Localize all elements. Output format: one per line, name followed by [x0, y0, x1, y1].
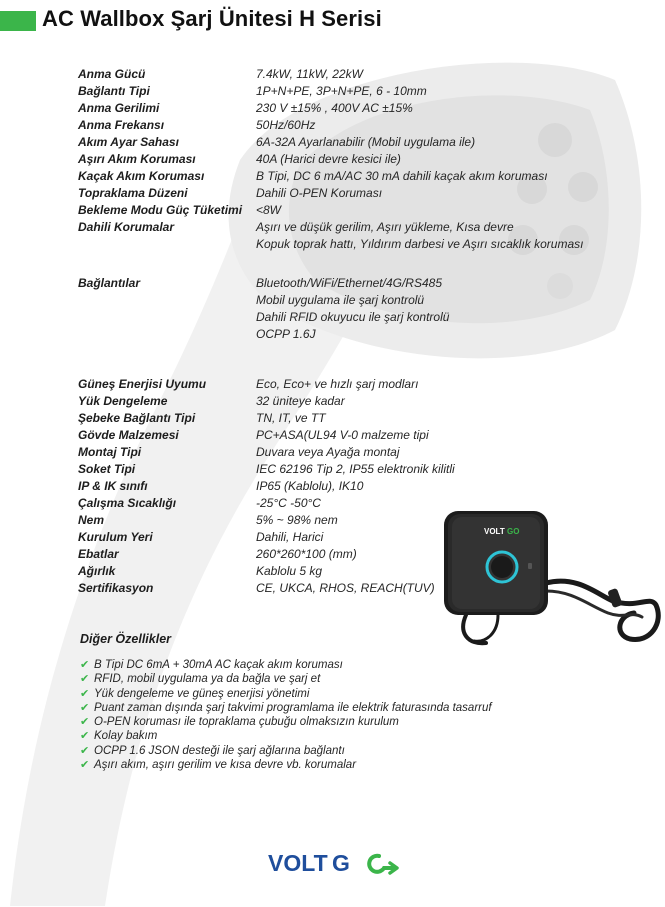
- feature-text: RFID, mobil uygulama ya da bağla ve şarj et: [94, 673, 321, 686]
- spec-value: B Tipi, DC 6 mA/AC 30 mA dahili kaçak akım koruması: [256, 169, 548, 183]
- spec-label: Soket Tipi: [78, 462, 136, 476]
- spec-value: IP65 (Kablolu), IK10: [256, 479, 364, 493]
- spec-value: Dahili, Harici: [256, 530, 324, 544]
- spec-label: Anma Gücü: [78, 67, 146, 81]
- spec-label: Kaçak Akım Koruması: [78, 169, 205, 183]
- spec-label: Aşırı Akım Koruması: [78, 152, 196, 166]
- spec-label: Çalışma Sıcaklığı: [78, 496, 177, 510]
- spec-value: 5% ~ 98% nem: [256, 513, 338, 527]
- feature-item: [80, 758, 492, 772]
- spec-value: 6A-32A Ayarlanabilir (Mobil uygulama ile): [256, 135, 476, 149]
- brand-logo-g: G: [332, 850, 350, 876]
- spec-value: <8W: [256, 203, 282, 217]
- spec-value: 1P+N+PE, 3P+N+PE, 6 - 10mm: [256, 84, 427, 98]
- spec-value: Kablolu 5 kg: [256, 564, 323, 578]
- spec-value: Dahili O-PEN Koruması: [256, 186, 383, 200]
- spec-value: TN, IT, ve TT: [256, 411, 326, 425]
- feature-text: Kolay bakım: [94, 730, 158, 743]
- spec-value: 40A (Harici devre kesici ile): [256, 152, 401, 166]
- feature-text: O-PEN koruması ile topraklama çubuğu olmaksızın kurulum: [94, 716, 399, 729]
- spec-label: IP & IK sınıfı: [78, 479, 148, 493]
- spec-value: 7.4kW, 11kW, 22kW: [256, 67, 363, 81]
- other-features-section: [80, 632, 492, 772]
- spec-value: 50Hz/60Hz: [256, 118, 316, 132]
- feature-text: Aşırı akım, aşırı gerilim ve kısa devre vb. korumalar: [94, 759, 357, 772]
- device-logo-go: GO: [507, 527, 520, 536]
- device-logo-volt: VOLT: [484, 527, 505, 536]
- feature-text: Puant zaman dışında şarj takvimi programlama ile elektrik faturasında tasarruf: [94, 701, 492, 714]
- spec-value: 32 üniteye kadar: [256, 394, 345, 408]
- spec-label: Sertifikasyon: [78, 581, 154, 595]
- feature-item: [80, 744, 492, 758]
- feature-item: [80, 672, 492, 686]
- spec-value: Dahili RFID okuyucu ile şarj kontrolü: [256, 310, 450, 324]
- check-icon: ✔: [80, 687, 90, 700]
- spec-value: PC+ASA(UL94 V-0 malzeme tipi: [256, 428, 429, 442]
- check-icon: ✔: [80, 701, 90, 714]
- spec-value: Bluetooth/WiFi/Ethernet/4G/RS485: [256, 276, 442, 290]
- feature-text: Yük dengeleme ve güneş enerjisi yönetimi: [94, 687, 310, 700]
- spec-value: 230 V ±15% , 400V AC ±15%: [256, 101, 413, 115]
- spec-label: Bağlantı Tipi: [78, 84, 150, 98]
- spec-label: Anma Gerilimi: [78, 101, 160, 115]
- feature-item: [80, 729, 492, 743]
- spec-label: Dahili Korumalar: [78, 220, 175, 234]
- feature-item: [80, 715, 492, 729]
- spec-label: Montaj Tipi: [78, 445, 142, 459]
- feature-text: B Tipi DC 6mA + 30mA AC kaçak akım koruması: [94, 659, 343, 671]
- spec-value: Mobil uygulama ile şarj kontrolü: [256, 293, 425, 307]
- spec-label: Bekleme Modu Güç Tüketimi: [78, 203, 243, 217]
- spec-label: Ağırlık: [78, 564, 116, 578]
- spec-label: Akım Ayar Sahası: [78, 135, 179, 149]
- wallbox-charger-image: [438, 505, 665, 650]
- spec-value: IEC 62196 Tip 2, IP55 elektronik kilitli: [256, 462, 455, 476]
- spec-value: CE, UKCA, RHOS, REACH(TUV): [256, 581, 435, 595]
- spec-value: Duvara veya Ayağa montaj: [256, 445, 400, 459]
- spec-value: Kopuk toprak hattı, Yıldırım darbesi ve Aşırı sıcaklık koruması: [256, 237, 584, 251]
- voltgo-logo: [268, 846, 408, 880]
- spec-label: Topraklama Düzeni: [78, 186, 188, 200]
- spec-label: Yük Dengeleme: [78, 394, 168, 408]
- check-icon: ✔: [80, 716, 90, 729]
- feature-item: [80, 658, 492, 672]
- spec-value: 260*260*100 (mm): [256, 547, 357, 561]
- page-title: AC Wallbox Şarj Ünitesi H Serisi: [42, 6, 382, 31]
- spec-value: OCPP 1.6J: [256, 327, 316, 341]
- check-icon: ✔: [80, 659, 90, 671]
- spec-label: Ebatlar: [78, 547, 119, 561]
- spec-label: Bağlantılar: [78, 276, 141, 290]
- spec-label: Anma Frekansı: [78, 118, 165, 132]
- feature-item: [80, 687, 492, 701]
- feature-item: [80, 701, 492, 715]
- check-icon: ✔: [80, 759, 90, 772]
- check-icon: ✔: [80, 730, 90, 743]
- features-title: Diğer Özellikler: [80, 632, 172, 646]
- spec-value: -25°C -50°C: [256, 496, 321, 510]
- spec-value: Aşırı ve düşük gerilim, Aşırı yükleme, Kısa devre: [256, 220, 514, 234]
- spec-label: Nem: [78, 513, 105, 527]
- spec-label: Gövde Malzemesi: [78, 428, 179, 442]
- spec-label: Kurulum Yeri: [78, 530, 153, 544]
- check-icon: ✔: [80, 744, 90, 757]
- spec-value: Eco, Eco+ ve hızlı şarj modları: [256, 377, 419, 391]
- feature-text: OCPP 1.6 JSON desteği ile şarj ağlarına bağlantı: [94, 744, 345, 757]
- check-icon: ✔: [80, 673, 90, 686]
- spec-label: Güneş Enerjisi Uyumu: [78, 377, 207, 391]
- spec-label: Şebeke Bağlantı Tipi: [78, 411, 196, 425]
- brand-logo-volt: VOLT: [268, 850, 328, 876]
- header-accent-bar: [0, 11, 36, 31]
